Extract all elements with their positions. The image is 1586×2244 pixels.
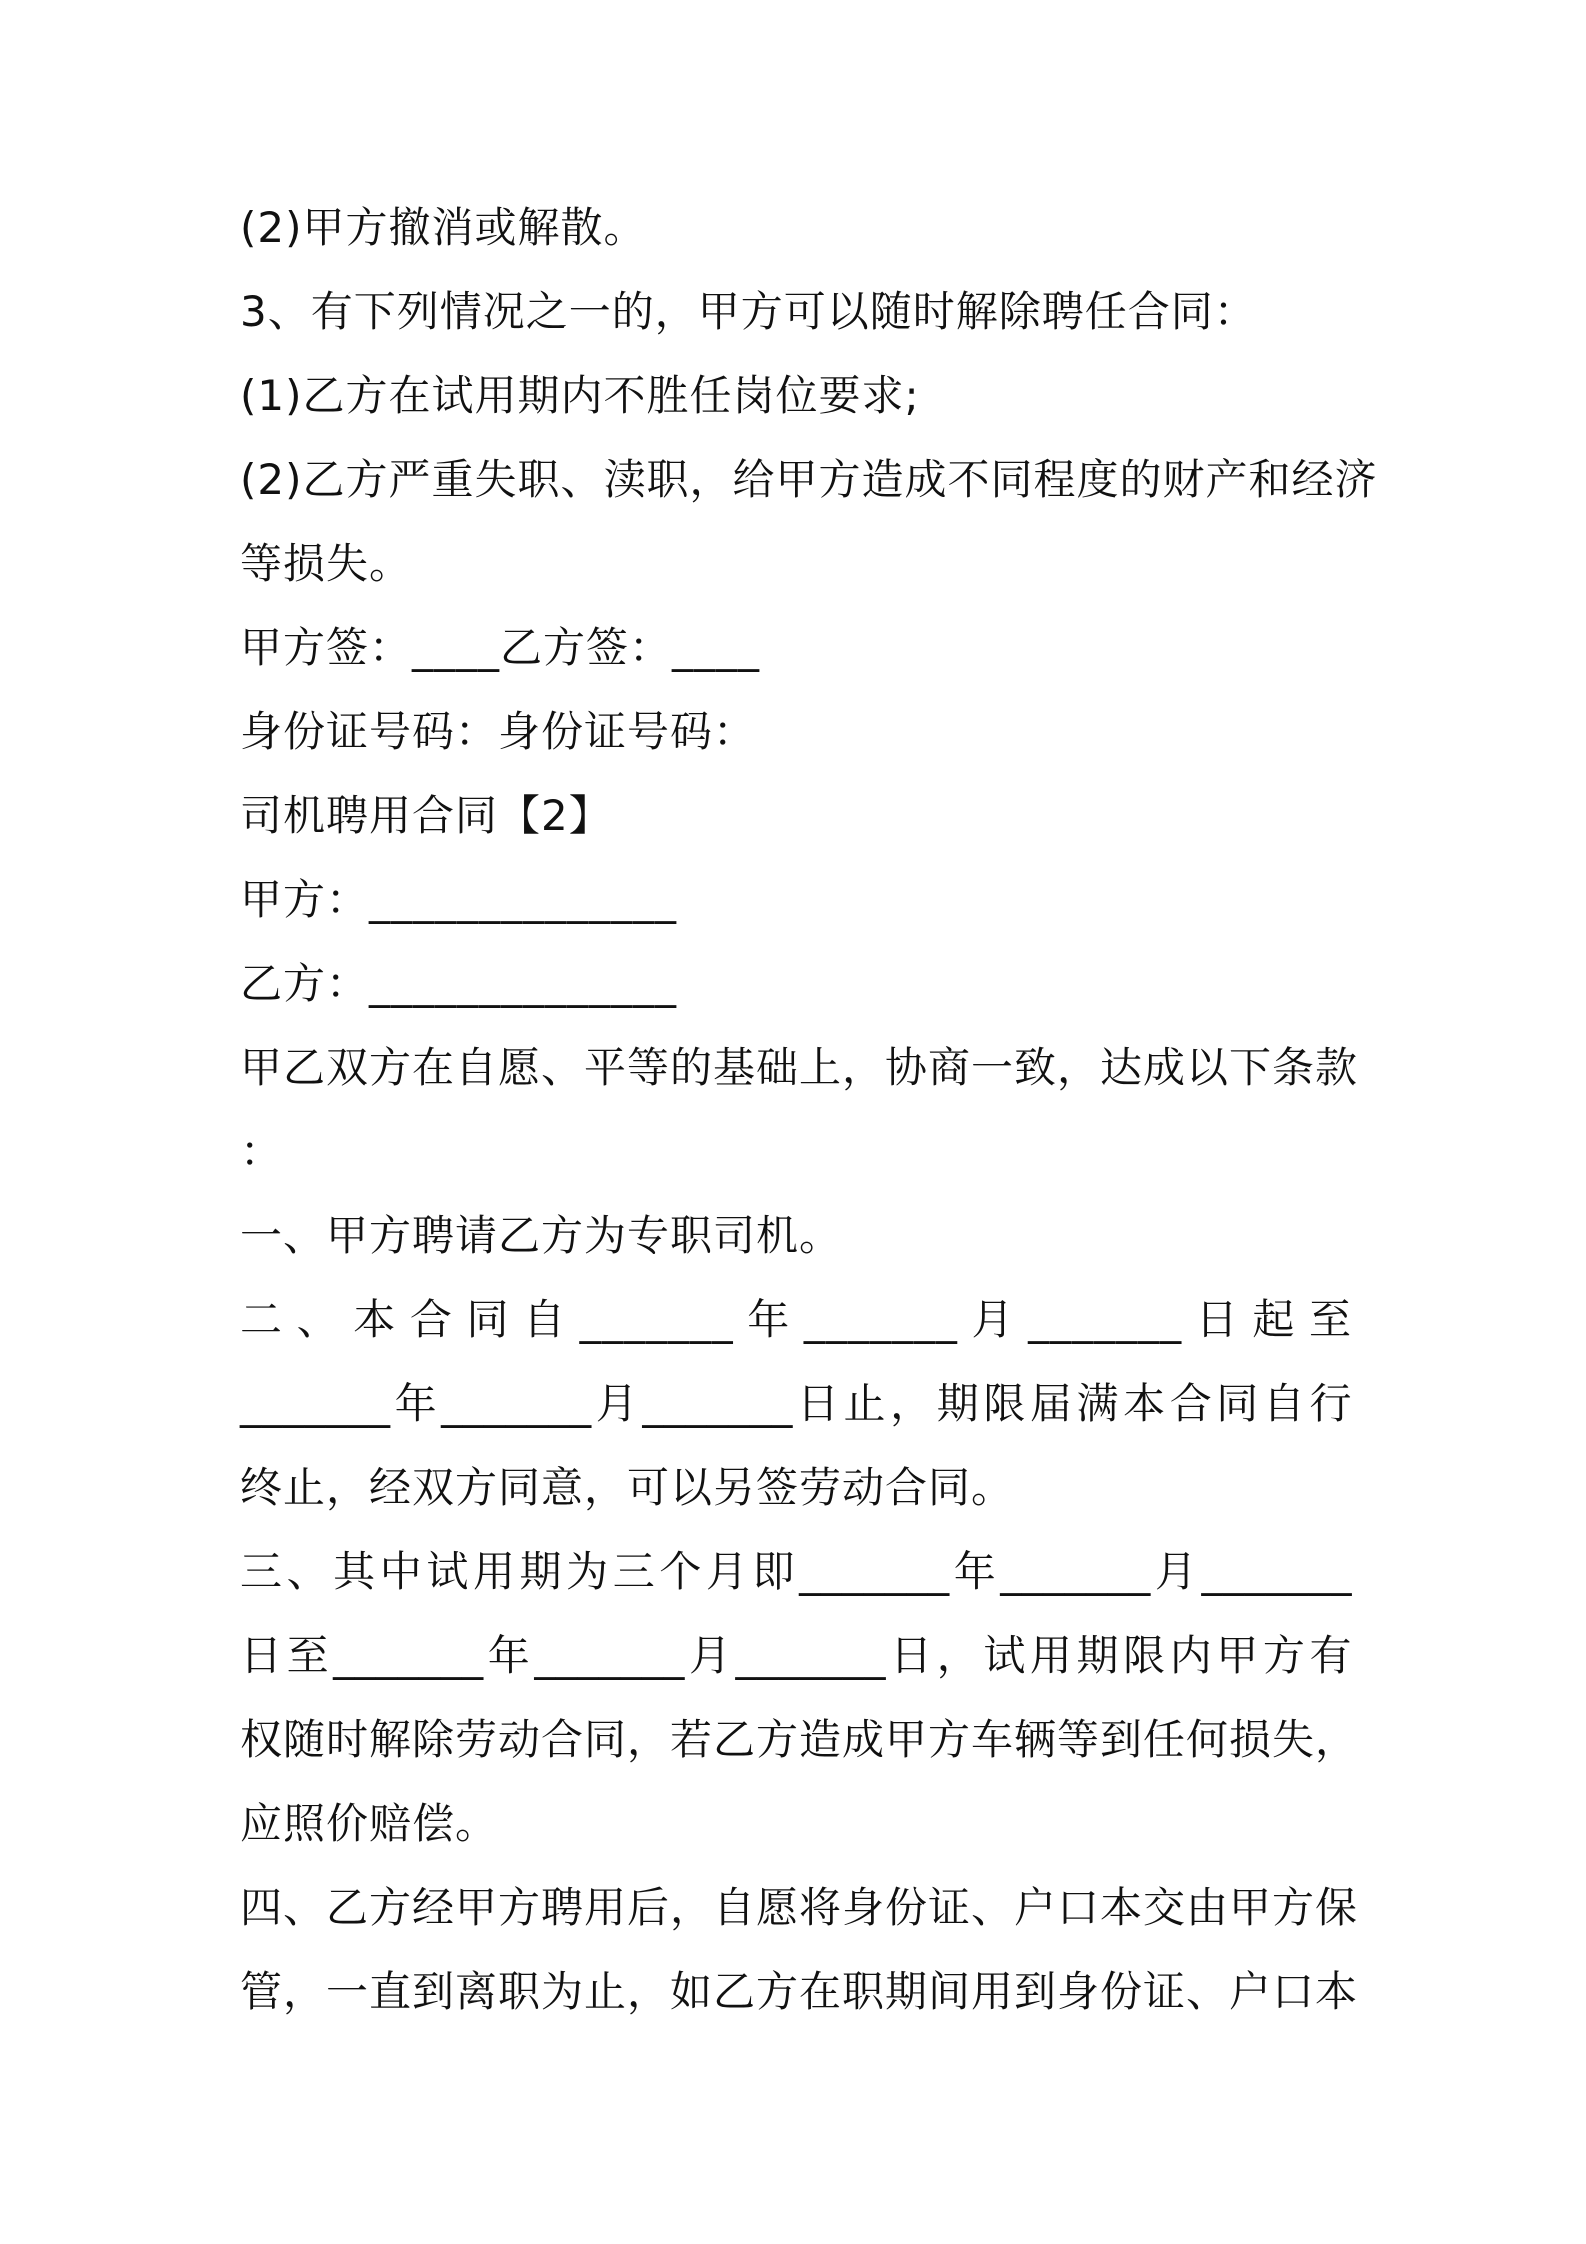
text-line: 应照价赔偿。 [240, 1799, 499, 1848]
text-line: (2)乙方严重失职、渎职，给甲方造成不同程度的财产和经济 [240, 455, 1378, 504]
text-line: ： [240, 1127, 284, 1176]
id-number-line: 身份证号码：身份证号码： [240, 707, 757, 756]
text-line: (2)甲方撤消或解散。 [240, 203, 647, 252]
clause-three: 三、其中试用期为三个月即_______年_______月_______ [240, 1547, 1352, 1596]
text-line: 管，一直到离职为止，如乙方在职期间用到身份证、户口本 [240, 1967, 1359, 2016]
text-line: 甲乙双方在自愿、平等的基础上，协商一致，达成以下条款 [240, 1043, 1359, 1092]
text-line: 等损失。 [240, 539, 413, 588]
text-line: 日至_______年_______月_______日，试用期限内甲方有 [240, 1631, 1352, 1680]
clause-two: 二、本合同自_______年_______月_______日起至 [240, 1295, 1352, 1344]
text-line: 3、有下列情况之一的，甲方可以随时解除聘任合同： [240, 287, 1257, 336]
signature-line: 甲方签：____乙方签：____ [240, 623, 761, 672]
text-line: 权随时解除劳动合同，若乙方造成甲方车辆等到任何损失， [240, 1715, 1359, 1764]
text-line: 终止，经双方同意，可以另签劳动合同。 [240, 1463, 1015, 1512]
clause-one: 一、甲方聘请乙方为专职司机。 [240, 1211, 843, 1260]
text-line: (1)乙方在试用期内不胜任岗位要求; [240, 371, 920, 420]
document-body [240, 198, 1378, 2046]
party-b-line: 乙方：______________ [240, 959, 678, 1008]
text-line: _______年_______月_______日止，期限届满本合同自行 [240, 1379, 1352, 1428]
party-a-line: 甲方：______________ [240, 875, 678, 924]
contract-title: 司机聘用合同【2】 [240, 791, 612, 840]
clause-four: 四、乙方经甲方聘用后，自愿将身份证、户口本交由甲方保 [240, 1883, 1359, 1932]
